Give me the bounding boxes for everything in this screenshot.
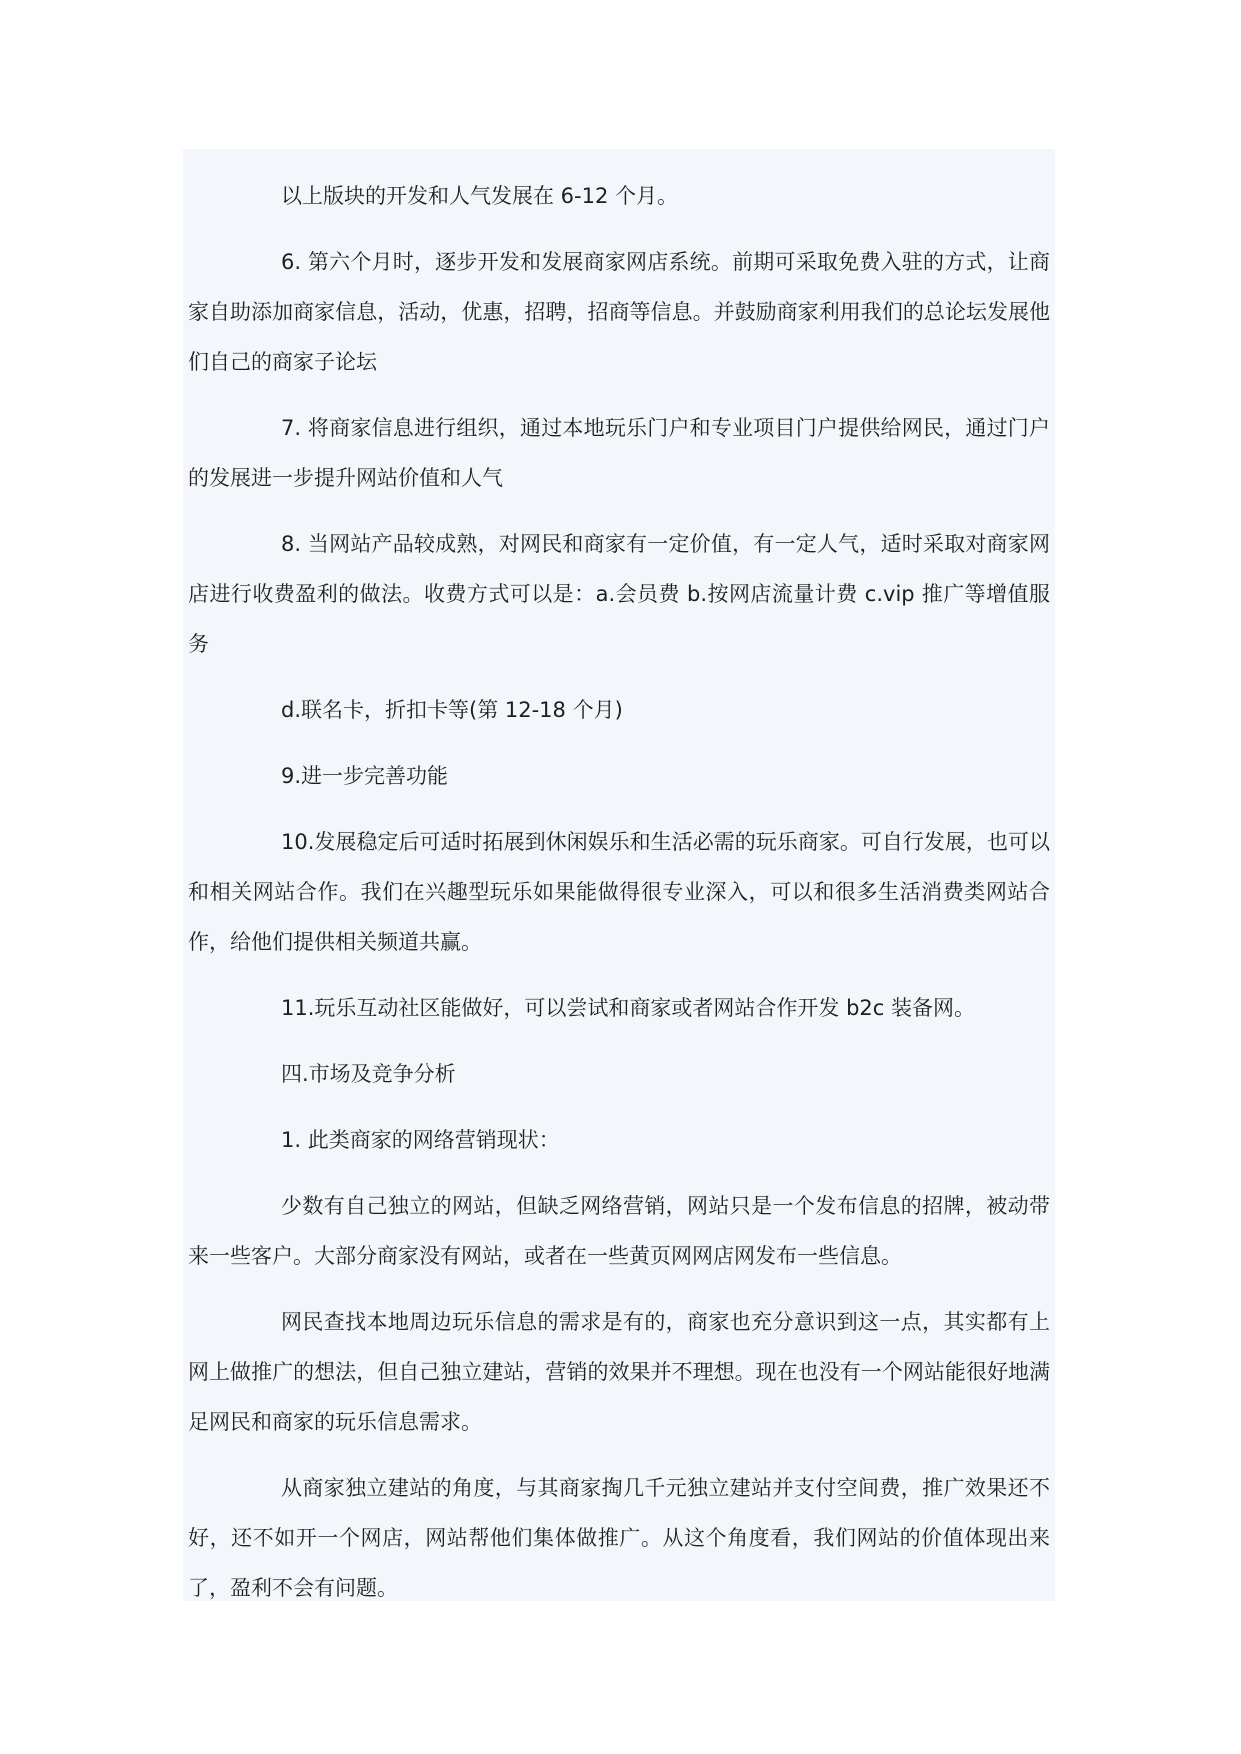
document-body [183, 149, 1055, 1601]
paragraph-intro: 以上版块的开发和人气发展在 6-12 个月。 [281, 184, 679, 208]
paragraph-merchant-websites: 少数有自己独立的网站，但缺乏网络营销，网站只是一个发布信息的招牌，被动带来一些客户。大部分商家没有网站，或者在一些黄页网网店网发布一些信息。 [188, 1194, 1050, 1268]
section-heading-market: 四.市场及竞争分析 [281, 1062, 456, 1086]
subheading-marketing-status: 1. 此类商家的网络营销现状： [281, 1128, 560, 1152]
paragraph-step-10: 10.发展稳定后可适时拓展到休闲娱乐和生活必需的玩乐商家。可自行发展，也可以和相关网站合作。我们在兴趣型玩乐如果能做得很专业深入，可以和很多生活消费类网站合作，给他们提供相关频道共赢。 [188, 830, 1050, 954]
paragraph-user-demand: 网民查找本地周边玩乐信息的需求是有的，商家也充分意识到这一点，其实都有上网上做推广的想法，但自己独立建站，营销的效果并不理想。现在也没有一个网站能很好地满足网民和商家的玩乐信息需求。 [188, 1310, 1050, 1434]
paragraph-step-11: 11.玩乐互动社区能做好，可以尝试和商家或者网站合作开发 b2c 装备网。 [281, 996, 975, 1020]
paragraph-step-7: 7. 将商家信息进行组织，通过本地玩乐门户和专业项目门户提供给网民，通过门户的发展进一步提升网站价值和人气 [188, 416, 1050, 490]
paragraph-step-8d: d.联名卡，折扣卡等(第 12-18 个月) [281, 698, 623, 722]
paragraph-step-9: 9.进一步完善功能 [281, 764, 449, 788]
paragraph-value: 从商家独立建站的角度，与其商家掏几千元独立建站并支付空间费，推广效果还不好，还不如开一个网店，网站帮他们集体做推广。从这个角度看，我们网站的价值体现出来了，盈利不会有问题。 [188, 1476, 1050, 1600]
paragraph-step-8: 8. 当网站产品较成熟，对网民和商家有一定价值，有一定人气，适时采取对商家网店进行收费盈利的做法。收费方式可以是：a.会员费 b.按网店流量计费 c.vip 推广等增值服务 [188, 532, 1050, 656]
paragraph-step-6: 6. 第六个月时，逐步开发和发展商家网店系统。前期可采取免费入驻的方式，让商家自助添加商家信息，活动，优惠，招聘，招商等信息。并鼓励商家利用我们的总论坛发展他们自己的商家子论坛 [188, 250, 1050, 374]
